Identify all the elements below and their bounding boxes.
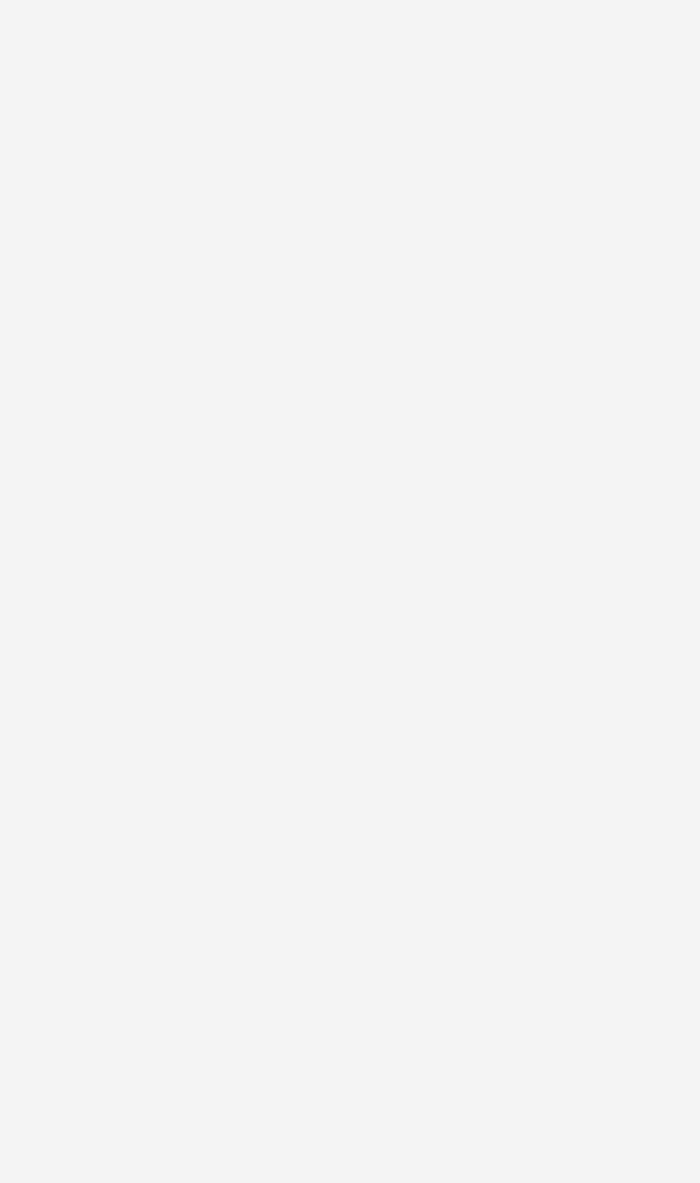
- page-header: [78, 44, 90, 66]
